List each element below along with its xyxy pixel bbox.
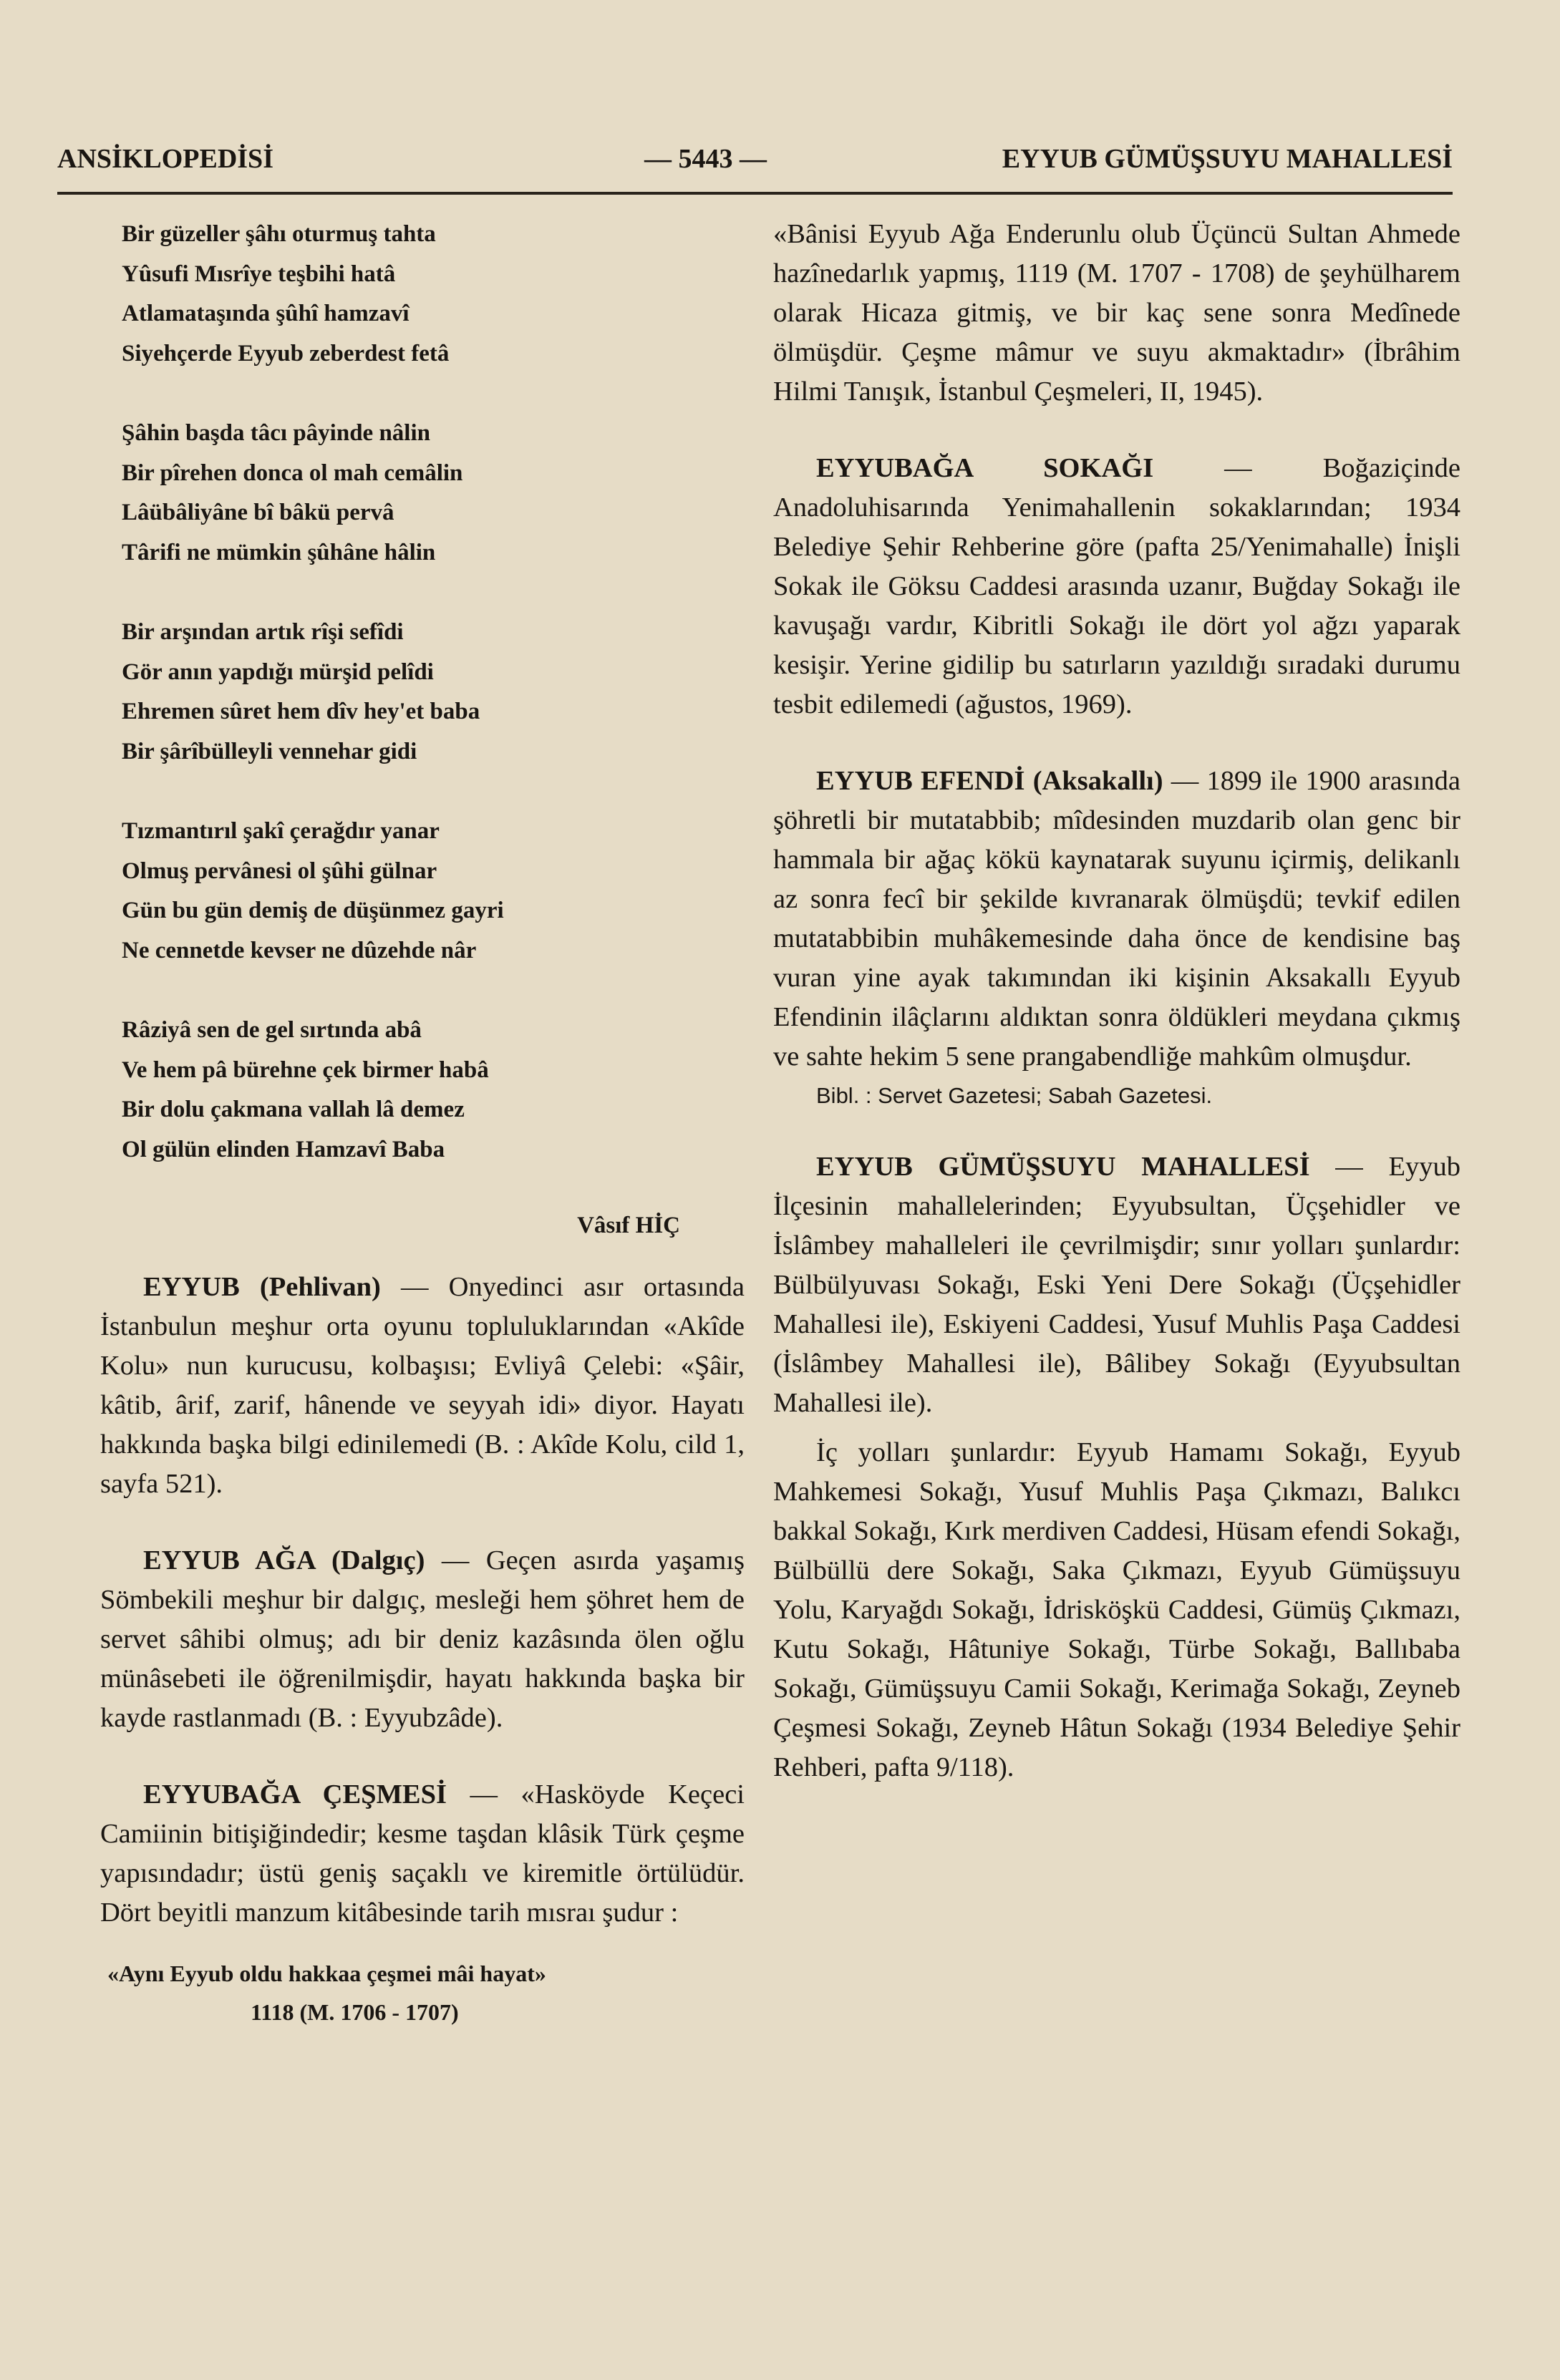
poem-line: Râziyâ sen de gel sırtında abâ [122,1017,422,1043]
entry-headword: EYYUB EFENDİ (Aksakallı) [816,766,1163,796]
poem-line: Ol gülün elinden Hamzavî Baba [122,1136,445,1162]
page-header [57,143,1453,186]
poem-line: Bir pîrehen donca ol mah cemâlin [122,460,463,486]
poem-line: Siyehçerde Eyyub zeberdest fetâ [122,340,450,366]
poem-line: Olmuş pervânesi ol şûhi gülnar [122,858,437,884]
left-column [100,215,745,2031]
page-number: — 5443 — [644,144,767,174]
poem-stanza [122,812,745,971]
entry-headword: EYYUB (Pehlivan) [143,1272,381,1302]
poem-line: Bir dolu çakmana vallah lâ demez [122,1097,465,1122]
poem-line: Bir şârîbülleyli vennehar gidi [122,738,417,764]
poem-line: Atlamataşında şûhî hamzavî [122,301,410,326]
entry-headword: EYYUBAĞA SOKAĞI [816,453,1154,483]
header-rule [57,192,1453,195]
entry-eyyubaga-sokagi [773,449,1460,724]
poem-stanza [122,215,745,374]
poem [122,215,745,1170]
entry-text: — Geçen asırda yaşamış Sömbekili meşhur bir dalgıç, mesleği hem şöhret hem de servet sâhibi olmuş; adı bir deniz kazâsında ölen oğlu münâsebeti ile öğrenilmişdir, hayatı hakkında başka bir kayde rastlanmadı (B. : Eyyubzâde). [100,1545,745,1733]
poem-line: Şâhin başda tâcı pâyinde nâlin [122,420,430,446]
poem-line: Gün bu gün demiş de düşünmez gayri [122,898,504,923]
header-right: EYYUB GÜMÜŞSUYU MAHALLESİ [1002,144,1453,174]
poem-stanza [122,613,745,772]
entry-text: — Eyyub İlçesinin mahallelerinden; Eyyubsultan, Üçşehidler ve İslâmbey mahalleleri ile çevrilmişdir; sınır yolları şunlardır: Bülbülyuvası Sokağı, Eski Yeni Dere Sokağı (Üçşehidler Mahallesi ile), Eskiyeni Caddesi, Yusuf Muhlis Paşa Caddesi (İslâmbey Mahallesi ile), Bâlibey Sokağı (Eyyubsultan Mahallesi ile). [773,1152,1460,1418]
right-column [773,215,1460,1825]
poem-line: Tızmantırıl şakî çerağdır yanar [122,818,440,844]
entry-eyyub-pehlivan [100,1268,745,1504]
entry-text: — 1899 ile 1900 arasında şöhretli bir mutatabbib; mîdesinden muzdarib olan genc bir hammala bir ağaç kökü kaynatarak suyunu içirmiş, delikanlı az sonra fecî bir şekilde kıvranarak ölmüşdü; tevkif edilen mutatabbibin muhâkemesinde daha önce de kendisine baş vuran yine ayak takımından iki kişinin Aksakallı Eyyub Efendinin ilâçlarını aldıktan sonra öldükleri meydana çıkmış ve sahte hekim 5 sene prangabendliğe mahkûm olmuşdur. [773,766,1461,1072]
entry-text: İç yolları şunlardır: Eyyub Hamamı Sokağı, Eyyub Mahkemesi Sokağı, Yusuf Muhlis Paşa Çıkmazı, Balıkcı bakkal Sokağı, Kırk merdiven Caddesi, Hüsam efendi Sokağı, Bülbüllü dere Sokağı, Saka Çıkmazı, Eyyub Gümüşsuyu Yolu, Karyağdı Sokağı, İdrisköşkü Caddesi, Gümüş Çıkmazı, Kutu Sokağı, Hâtuniye Sokağı, Türbe Sokağı, Ballıbaba Sokağı, Gümüşsuyu Camii Sokağı, Kerimağa Sokağı, Zeyneb Çeşmesi Sokağı, Zeyneb Hâtun Sokağı (1934 Belediye Şehir Rehberi, pafta 9/118). [773,1437,1460,1782]
poem-line: Gör anın yapdığı mürşid pelîdi [122,659,434,685]
entry-paragraph [773,1433,1460,1787]
entry-eyyubaga-cesmesi [100,1775,745,1933]
entry-continuation [773,215,1460,412]
poem-signature: Vâsıf HİÇ [577,1213,680,1238]
poem-line: Lâübâliyâne bî bâkü pervâ [122,500,394,525]
poem-line: Yûsufi Mısrîye teşbihi hatâ [122,261,396,287]
entry-text: — «Hasköyde Keçeci Camiinin bitişiğindedir; kesme taşdan klâsik Türk çeşme yapısındadır; üstü geniş saçaklı ve kiremitle örtülüdür. Dört beyitli manzum kitâbesinde tarih mısraı şudur : [100,1779,745,1928]
entry-text: «Bânisi Eyyub Ağa Enderunlu olub Üçüncü Sultan Ahmede hazînedarlık yapmış, 1119 (M. 1707 - 1708) de şeyhülharem olarak Hicaza gitmiş, ve bir kaç sene sonra Medînede ölmüşdür. Çeşme mâmur ve suyu akmaktadır» (İbrâhim Hilmi Tanışık, İstanbul Çeşmeleri, II, 1945). [773,219,1460,407]
bibliography: Bibl. : Servet Gazetesi; Sabah Gazetesi. [816,1083,1213,1108]
entry-eyyub-gumussuyu-mahallesi [773,1147,1460,1423]
poem-line: Bir güzeller şâhı oturmuş tahta [122,221,436,247]
inscription [107,1954,745,2031]
inscription-date: 1118 (M. 1706 - 1707) [251,1999,459,2025]
poem-line: Bir arşından artık rîşi sefîdi [122,619,404,645]
poem-stanza [122,1011,745,1170]
entry-text: — Onyedinci asır ortasında İstanbulun meşhur orta oyunu topluluklarından «Akîde Kolu» nun kurucusu, kolbaşısı; Evliyâ Çelebi: «Şâir, kâtib, ârif, zarif, hânende ve seyyah idi» diyor. Hayatı hakkında başka bilgi edinilemedi (B. : Akîde Kolu, cild 1, sayfa 521). [100,1272,745,1499]
poem-line: Ve hem pâ bürehne çek birmer habâ [122,1057,489,1083]
entry-text: — Boğaziçinde Anadoluhisarında Yenimahallenin sokaklarından; 1934 Belediye Şehir Rehberine göre (pafta 25/Yenimahalle) İnişli Sokak ile Göksu Caddesi arasında uzanır, Buğday Sokağı ile kavuşağı vardır, Kibritli Sokağı ile dört yol ağzı yaparak kesişir. Yerine gidilip bu satırların yazıldığı sıradaki durumu tesbit edilemedi (ağustos, 1969). [773,453,1460,719]
entry-eyyub-efendi [773,762,1460,1077]
poem-line: Târifi ne mümkin şûhâne hâlin [122,539,436,565]
entry-headword: EYYUB GÜMÜŞSUYU MAHALLESİ [816,1152,1310,1182]
entry-headword: EYYUBAĞA ÇEŞMESİ [143,1779,447,1810]
entry-headword: EYYUB AĞA (Dalgıç) [143,1545,425,1575]
poem-line: Ehremen sûret hem dîv hey'et baba [122,699,480,724]
header-left: ANSİKLOPEDİSİ [57,144,273,174]
poem-line: Ne cennetde kevser ne dûzehde nâr [122,937,477,963]
poem-stanza [122,414,745,573]
entry-eyyub-aga [100,1541,745,1738]
inscription-line: «Aynı Eyyub oldu hakkaa çeşmei mâi hayat» [107,1961,546,1986]
